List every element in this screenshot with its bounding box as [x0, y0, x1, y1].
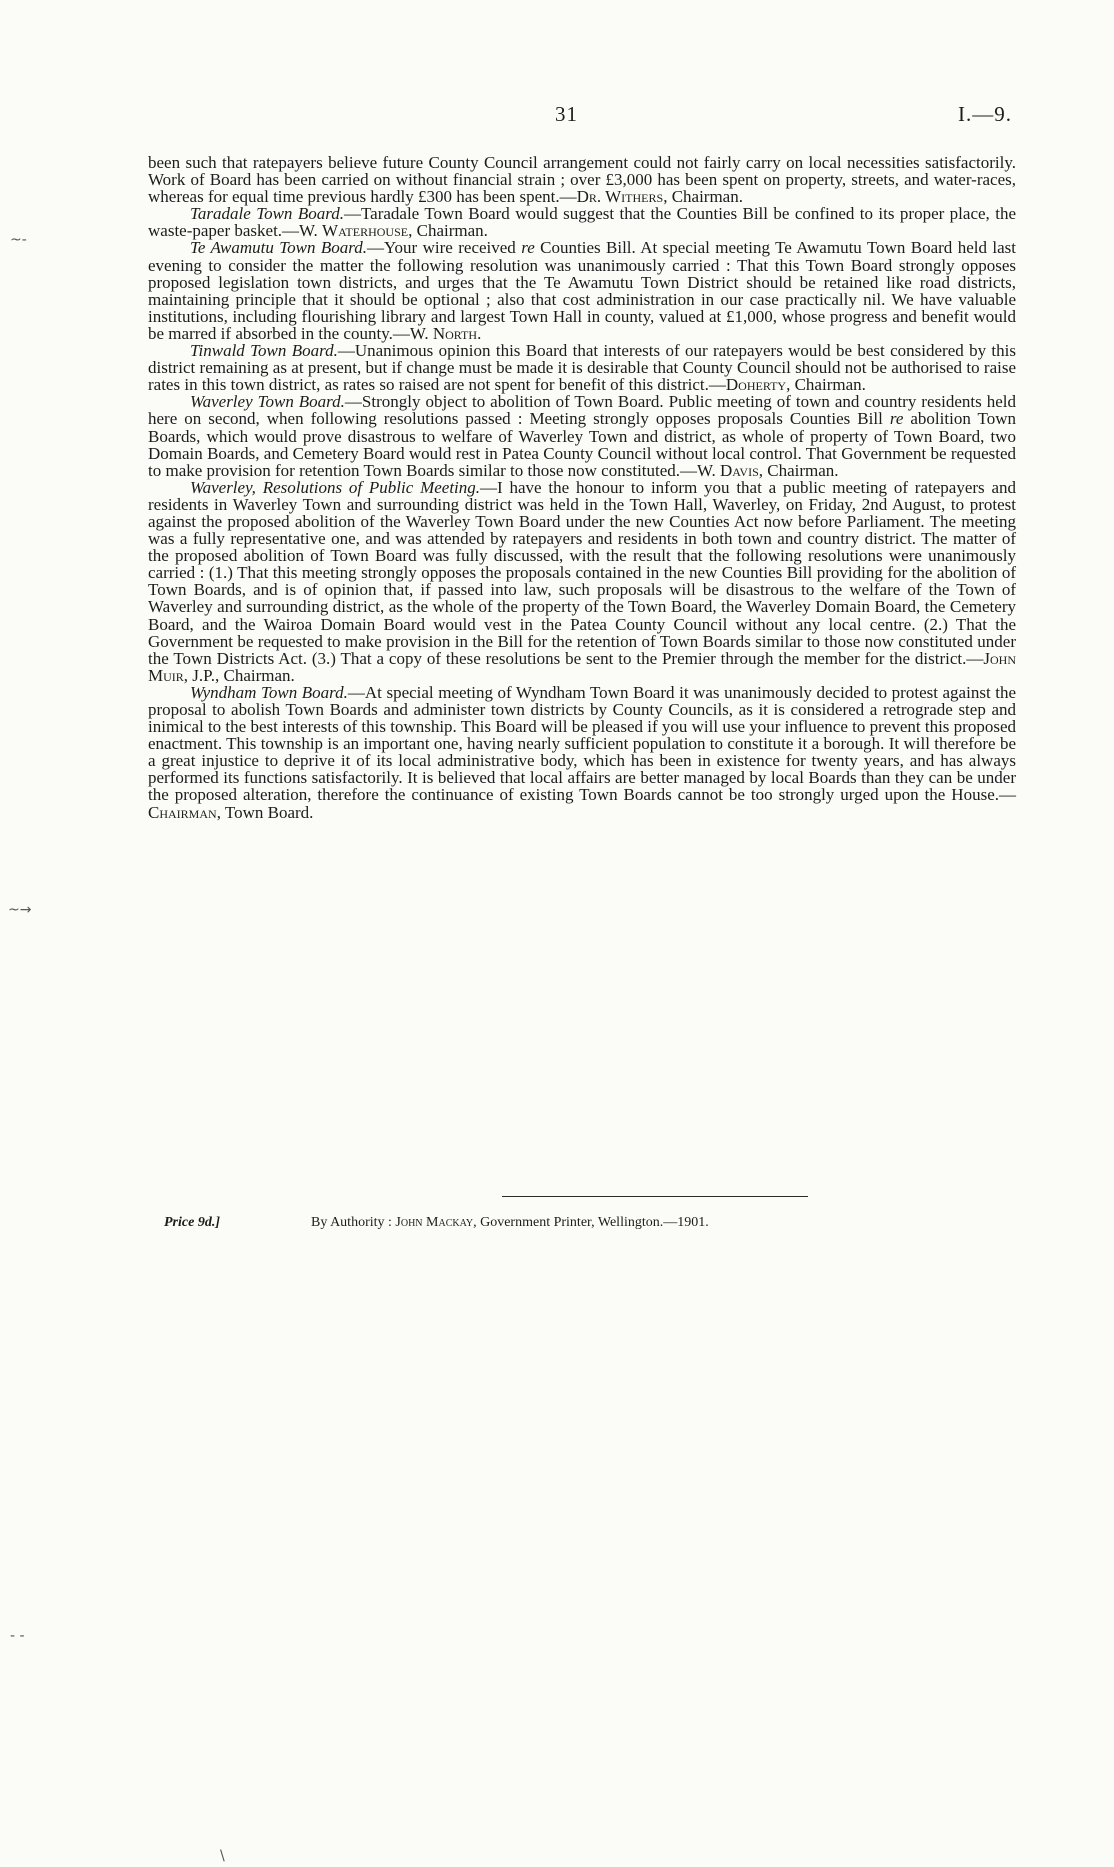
signatory: Dr. Withers — [576, 187, 664, 207]
paragraph-te-awamutu: Te Awamutu Town Board.—Your wire received re Counties Bill. At special meeting Te Awamutu Town Board held last evening to consider the matter the following resolution was unanimously carried : That this Town Board strongly opposes proposed legislation town districts, and urges that the Te Awamutu Town District should be retained like road districts, maintaining principle that it should be optional ; also that cost administration in our case practically nil. We have valuable institutions, including flourishing library and largest Town Hall in county, valued at £1,000, whose progress and benefit would be marred if absorbed in the county.—W. North. — [148, 238, 1016, 343]
signatory: Davis — [720, 460, 759, 480]
scan-mark-icon: ~→ — [8, 902, 32, 918]
board-name: Waverley, Resolutions of Public Meeting. — [190, 477, 481, 497]
board-name: Taradale Town Board. — [190, 204, 344, 224]
footer-rule — [502, 1196, 808, 1197]
paragraph-waverley: Waverley Town Board.—Strongly object to abolition of Town Board. Public meeting of town and country residents held here on second, when following resolutions passed : Meeting strongly opposes proposals Counties Bill re abolition Town Boards, which would prove disastrous to welfare of Waverley Town and district, as whole of property of Town Board, two Domain Boards, and Cemetery Board would rest in Patea County Council without local control. That Government be requested to make provision for retention Town Boards similar to those now constituted.—W. Davis, Chairman. — [148, 392, 1017, 480]
paragraph-continuation: been such that ratepayers believe future County Council arrangement could not fairly carry on local necessities satisfactorily. Work of Board has been carried on without financial strain ; over £3,000 has been spent on property, streets, and water-races, whereas for equal time previous hardly £300 has been spent.—Dr. Withers, Chairman. — [148, 153, 1016, 207]
board-name: Waverley Town Board. — [190, 392, 345, 412]
signatory: North — [432, 323, 478, 343]
page-number: 31 — [555, 102, 578, 126]
printer-imprint: By Authority : John Mackay, Government Printer, Wellington.—1901. — [311, 1215, 709, 1230]
scan-mark-icon: - - — [10, 1628, 25, 1644]
paragraph-tinwald: Tinwald Town Board.—Unanimous opinion this Board that interests of our ratepayers would be best considered by this district remaining as at present, but if change must be made it is desirable that County Council should not be authorised to raise rates in this town district, as rates so raised are not spent for benefit of this district.—Doherty, Chairman. — [148, 341, 1016, 395]
paragraph-taradale: Taradale Town Board.—Taradale Town Board would suggest that the Counties Bill be confined to its proper place, the waste-paper basket.—W. Waterhouse, Chairman. — [148, 204, 1016, 241]
signatory: Waterhouse — [322, 221, 409, 241]
paragraph-wyndham: Wyndham Town Board.—At special meeting of Wyndham Town Board it was unanimously decided to protest against the proposal to abolish Town Boards and administer town districts by County Councils, as it is considered a retrograde step and inimical to the best interests of this township. This Board will be pleased if you will use your influence to prevent this proposed enactment. This township is an important one, having nearly sufficient population to constitute it a borough. It will therefore be a great injustice to deprive it of its local administrative body, which has been in existence for twenty years, and has always performed its functions satisfactorily. It is believed that local affairs are better managed by local Boards than they can be under the proposed alteration, therefore the continuance of existing Town Boards cannot be too strongly urged upon the House.—Chairman, Town Board. — [148, 682, 1016, 822]
document-reference: I.—9. — [958, 102, 1012, 126]
paragraph-waverley-public-meeting: Waverley, Resolutions of Public Meeting.—I have the honour to inform you that a public meeting of ratepayers and residents in Waverley Town and surrounding district was held in the Town Hall, Waverley, on Friday, 2nd August, to protest against the proposed abolition of the Waverley Town Board under the new Counties Act now before Parliament. The meeting was a fully representative one, and was attended by ratepayers and residents in both town and country district. The matter of the proposed abolition of Town Board was fully discussed, with the result that the following resolutions were unanimously carried : (1.) That this meeting strongly opposes the proposals contained in the new Counties Bill providing for the abolition of Town Boards, and is of opinion that, if passed into law, such proposals will be disastrous to the welfare of the Town of Waverley and surrounding district, as the whole of the property of the Town Board, the Waverley Domain Board, the Cemetery Board, and the Wairoa Domain Board would vest in the Patea County Council without any local centre. (2.) That the Government be requested to make provision in the Bill for the retention of Town Boards similar to those now constituted under the Town Districts Act. (3.) That a copy of these resolutions be sent to the Premier through the member for the district.—John Muir, J.P., Chairman. — [148, 477, 1016, 685]
signatory: Chairman — [148, 802, 217, 822]
body-text — [148, 154, 1016, 821]
signatory: Doherty — [725, 375, 787, 395]
board-name: Wyndham Town Board. — [190, 682, 348, 702]
scan-mark-icon: ~- — [10, 232, 27, 248]
price-label: Price 9d.] — [164, 1215, 220, 1230]
printer-name: John Mackay — [395, 1215, 474, 1230]
scan-mark-icon: \ — [220, 1848, 225, 1864]
board-name: Tinwald Town Board. — [190, 341, 338, 361]
footer — [164, 1215, 984, 1231]
signatory: John Muir — [148, 648, 1016, 685]
board-name: Te Awamutu Town Board. — [190, 238, 367, 258]
